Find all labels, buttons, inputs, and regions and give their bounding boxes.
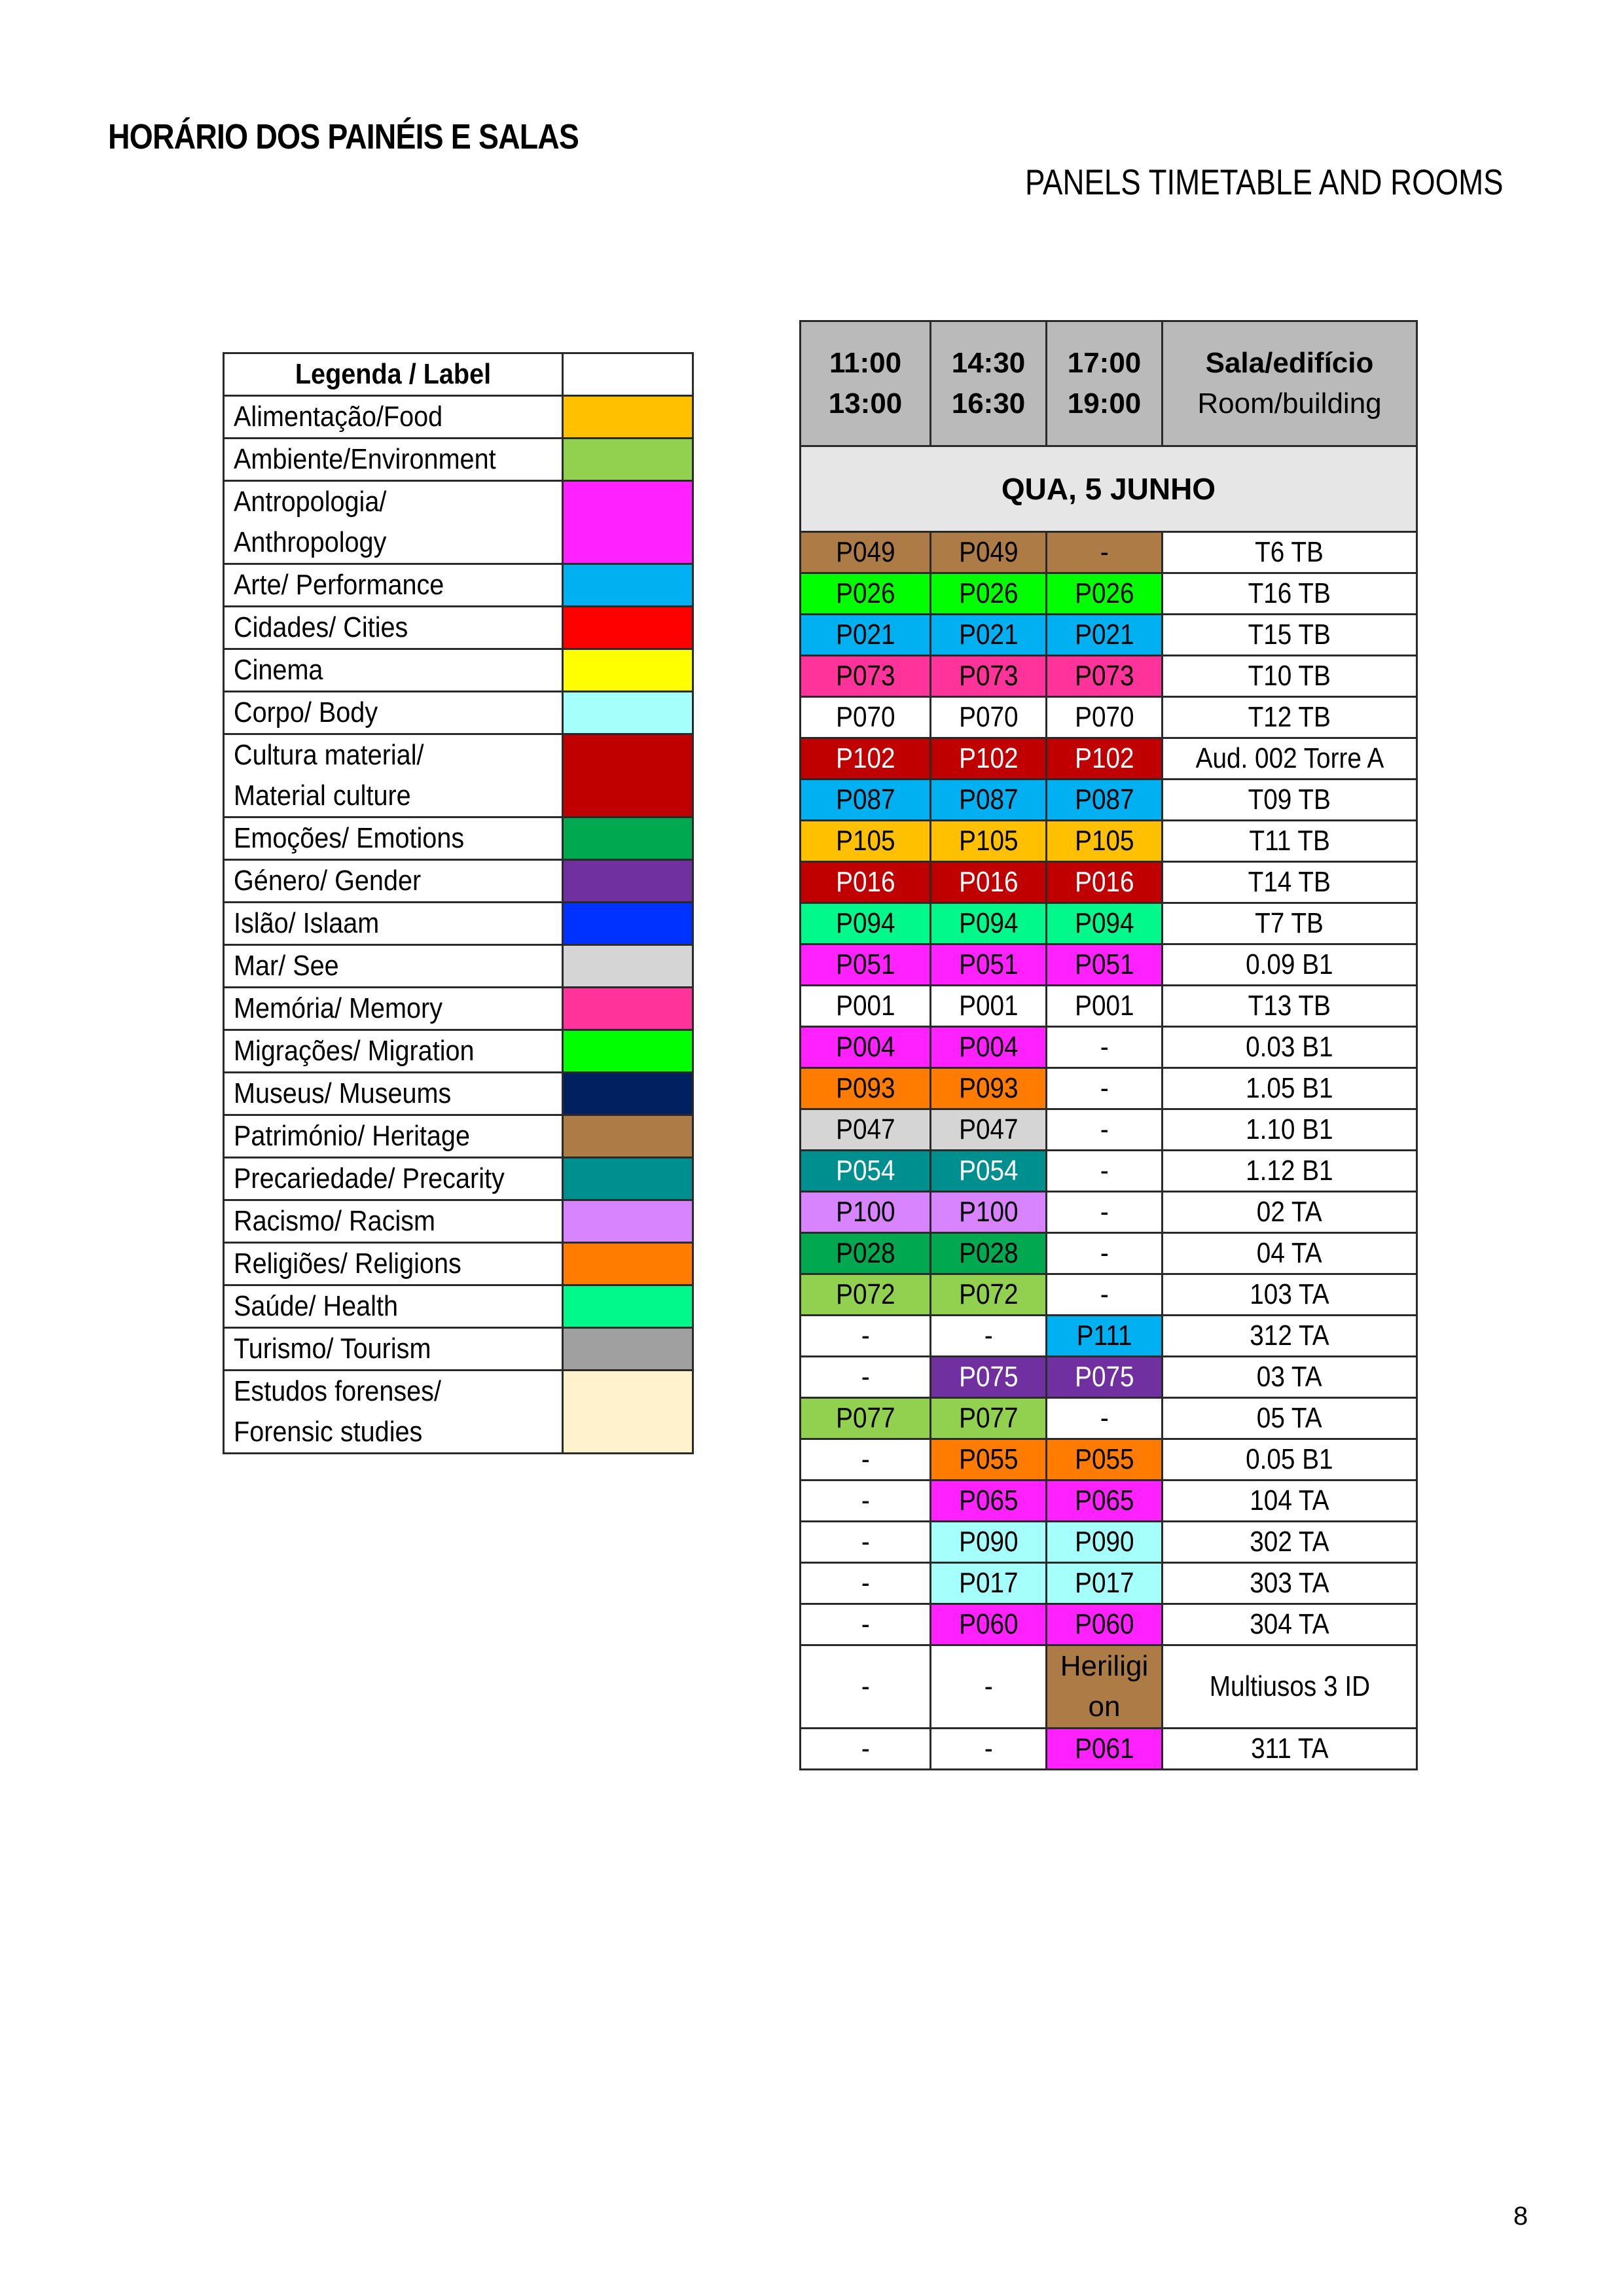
schedule-row — [801, 697, 1417, 738]
schedule-table — [799, 320, 1418, 1770]
legend-label: Precariedade/ Precarity — [224, 1158, 563, 1200]
legend-heading-swatch — [563, 353, 693, 396]
schedule-row — [801, 1316, 1417, 1357]
panel-slot-1: P070 — [801, 697, 931, 738]
panel-slot-3: P065 — [1047, 1480, 1163, 1522]
panel-slot-3: P094 — [1047, 903, 1163, 944]
room-cell: T13 TB — [1163, 986, 1417, 1027]
legend-row — [224, 988, 693, 1030]
schedule-row — [801, 1398, 1417, 1439]
room-cell: 1.05 B1 — [1163, 1068, 1417, 1109]
panel-slot-2: P047 — [931, 1109, 1047, 1151]
room-cell: T7 TB — [1163, 903, 1417, 944]
legend-color-swatch — [563, 439, 693, 481]
panel-slot-1: - — [801, 1729, 931, 1770]
panel-slot-1: P054 — [801, 1151, 931, 1192]
legend-row — [224, 1115, 693, 1158]
legend-row — [224, 945, 693, 988]
panel-slot-2: P093 — [931, 1068, 1047, 1109]
legend-label: Museus/ Museums — [224, 1073, 563, 1115]
room-cell: T16 TB — [1163, 573, 1417, 615]
panel-slot-1: P105 — [801, 821, 931, 862]
legend-label: Racismo/ Racism — [224, 1200, 563, 1243]
legend-color-swatch — [563, 817, 693, 860]
room-cell: 304 TA — [1163, 1604, 1417, 1645]
panel-slot-3: P021 — [1047, 615, 1163, 656]
legend-row — [224, 1200, 693, 1243]
panel-slot-1: P028 — [801, 1233, 931, 1274]
panel-slot-3: P016 — [1047, 862, 1163, 903]
legend-color-swatch — [563, 1285, 693, 1328]
panel-slot-1: P093 — [801, 1068, 931, 1109]
schedule-row — [801, 1274, 1417, 1316]
panel-slot-2: - — [931, 1645, 1047, 1729]
panel-slot-2: P094 — [931, 903, 1047, 944]
legend-label: Religiões/ Religions — [224, 1243, 563, 1285]
column-header-slot-2: 14:30 16:30 — [931, 321, 1047, 446]
panel-slot-3: - — [1047, 532, 1163, 573]
legend-label: Corpo/ Body — [224, 692, 563, 734]
panel-slot-2: P090 — [931, 1522, 1047, 1563]
panel-slot-1: P021 — [801, 615, 931, 656]
room-cell: 04 TA — [1163, 1233, 1417, 1274]
room-cell: 303 TA — [1163, 1563, 1417, 1604]
legend-row — [224, 692, 693, 734]
schedule-row — [801, 986, 1417, 1027]
legend-table — [223, 352, 694, 1454]
panel-slot-2: P060 — [931, 1604, 1047, 1645]
legend-color-swatch — [563, 1115, 693, 1158]
legend-label: Migrações/ Migration — [224, 1030, 563, 1073]
schedule-row — [801, 1233, 1417, 1274]
room-cell: 104 TA — [1163, 1480, 1417, 1522]
panel-slot-2: P073 — [931, 656, 1047, 697]
panel-slot-2: P075 — [931, 1357, 1047, 1398]
legend-color-swatch — [563, 903, 693, 945]
legend-heading: Legenda / Label — [224, 353, 563, 396]
legend-color-swatch — [563, 945, 693, 988]
panel-slot-3: P102 — [1047, 738, 1163, 780]
panel-slot-1: - — [801, 1604, 931, 1645]
room-cell: T10 TB — [1163, 656, 1417, 697]
legend-row — [224, 817, 693, 860]
room-cell: T11 TB — [1163, 821, 1417, 862]
page-subtitle: PANELS TIMETABLE AND ROOMS — [1025, 162, 1504, 202]
legend-row — [224, 396, 693, 439]
panel-slot-1: P073 — [801, 656, 931, 697]
legend-row — [224, 607, 693, 649]
panel-slot-2: P105 — [931, 821, 1047, 862]
panel-slot-2: P016 — [931, 862, 1047, 903]
legend-label: Memória/ Memory — [224, 988, 563, 1030]
legend-color-swatch — [563, 1030, 693, 1073]
legend-color-swatch — [563, 396, 693, 439]
schedule-row — [801, 1027, 1417, 1068]
panel-slot-1: - — [801, 1439, 931, 1480]
panel-slot-2: P001 — [931, 986, 1047, 1027]
panel-slot-1: P001 — [801, 986, 931, 1027]
panel-slot-3: - — [1047, 1151, 1163, 1192]
panel-slot-3: P061 — [1047, 1729, 1163, 1770]
legend-row — [224, 1073, 693, 1115]
panel-slot-1: P026 — [801, 573, 931, 615]
legend-label: Estudos forenses/ Forensic studies — [224, 1371, 563, 1454]
legend-row — [224, 564, 693, 607]
legend-row — [224, 649, 693, 692]
panel-slot-2: P051 — [931, 944, 1047, 986]
day-row — [801, 446, 1417, 532]
panel-slot-1: P094 — [801, 903, 931, 944]
schedule-row — [801, 862, 1417, 903]
legend-color-swatch — [563, 481, 693, 564]
legend-row — [224, 1328, 693, 1371]
schedule-row — [801, 656, 1417, 697]
panel-slot-2: P026 — [931, 573, 1047, 615]
page-number: 8 — [1513, 2202, 1528, 2231]
panel-slot-1: P072 — [801, 1274, 931, 1316]
panel-slot-3: P051 — [1047, 944, 1163, 986]
legend-label: Género/ Gender — [224, 860, 563, 903]
panel-slot-1: P051 — [801, 944, 931, 986]
legend-row — [224, 734, 693, 817]
column-header-room: Sala/edifício Room/building — [1163, 321, 1417, 446]
schedule-row — [801, 1109, 1417, 1151]
room-cell: 311 TA — [1163, 1729, 1417, 1770]
legend-color-swatch — [563, 988, 693, 1030]
panel-slot-3: - — [1047, 1192, 1163, 1233]
panel-slot-2: P049 — [931, 532, 1047, 573]
panel-slot-3: P026 — [1047, 573, 1163, 615]
panel-slot-1: P102 — [801, 738, 931, 780]
legend-label: Saúde/ Health — [224, 1285, 563, 1328]
panel-slot-1: P100 — [801, 1192, 931, 1233]
legend-label: Cidades/ Cities — [224, 607, 563, 649]
room-cell: 103 TA — [1163, 1274, 1417, 1316]
schedule-row — [801, 944, 1417, 986]
room-cell: 312 TA — [1163, 1316, 1417, 1357]
panel-slot-1: P077 — [801, 1398, 931, 1439]
schedule-row — [801, 780, 1417, 821]
panel-slot-3: - — [1047, 1233, 1163, 1274]
panel-slot-3: Heriligi on — [1047, 1645, 1163, 1729]
legend-label: Mar/ See — [224, 945, 563, 988]
legend-color-swatch — [563, 1328, 693, 1371]
panel-slot-3: P001 — [1047, 986, 1163, 1027]
schedule-row — [801, 1357, 1417, 1398]
schedule-row — [801, 903, 1417, 944]
panel-slot-1: P004 — [801, 1027, 931, 1068]
schedule-row — [801, 1604, 1417, 1645]
legend-row — [224, 439, 693, 481]
panel-slot-2: P102 — [931, 738, 1047, 780]
room-cell: T6 TB — [1163, 532, 1417, 573]
panel-slot-3: P055 — [1047, 1439, 1163, 1480]
room-cell: 0.09 B1 — [1163, 944, 1417, 986]
panel-slot-3: P087 — [1047, 780, 1163, 821]
legend-row — [224, 481, 693, 564]
panel-slot-3: P073 — [1047, 656, 1163, 697]
legend-color-swatch — [563, 1200, 693, 1243]
panel-slot-3: - — [1047, 1398, 1163, 1439]
schedule-row — [801, 1439, 1417, 1480]
panel-slot-2: P028 — [931, 1233, 1047, 1274]
schedule-row — [801, 1645, 1417, 1729]
legend-row — [224, 860, 693, 903]
panel-slot-3: P105 — [1047, 821, 1163, 862]
schedule-row — [801, 573, 1417, 615]
legend-color-swatch — [563, 564, 693, 607]
schedule-row — [801, 821, 1417, 862]
legend-label: Antropologia/ Anthropology — [224, 481, 563, 564]
panel-slot-1: P087 — [801, 780, 931, 821]
legend-row — [224, 1285, 693, 1328]
room-cell: 1.10 B1 — [1163, 1109, 1417, 1151]
panel-slot-1: - — [801, 1480, 931, 1522]
schedule-row — [801, 1563, 1417, 1604]
panel-slot-2: P017 — [931, 1563, 1047, 1604]
room-cell: Aud. 002 Torre A — [1163, 738, 1417, 780]
panel-slot-2: P055 — [931, 1439, 1047, 1480]
day-label: QUA, 5 JUNHO — [801, 446, 1417, 532]
legend-label: Património/ Heritage — [224, 1115, 563, 1158]
panel-slot-3: - — [1047, 1068, 1163, 1109]
legend-color-swatch — [563, 607, 693, 649]
panel-slot-3: P070 — [1047, 697, 1163, 738]
panel-slot-2: P100 — [931, 1192, 1047, 1233]
legend-label: Ambiente/Environment — [224, 439, 563, 481]
room-cell: T14 TB — [1163, 862, 1417, 903]
panel-slot-3: - — [1047, 1109, 1163, 1151]
legend-header-row — [224, 353, 693, 396]
panel-slot-3: P060 — [1047, 1604, 1163, 1645]
legend-row — [224, 1030, 693, 1073]
panel-slot-2: P004 — [931, 1027, 1047, 1068]
panel-slot-2: P065 — [931, 1480, 1047, 1522]
panel-slot-1: - — [801, 1563, 931, 1604]
room-cell: 0.05 B1 — [1163, 1439, 1417, 1480]
panel-slot-2: - — [931, 1316, 1047, 1357]
panel-slot-3: P075 — [1047, 1357, 1163, 1398]
column-header-slot-1: 11:00 13:00 — [801, 321, 931, 446]
panel-slot-1: P016 — [801, 862, 931, 903]
schedule-row — [801, 738, 1417, 780]
legend-label: Cinema — [224, 649, 563, 692]
room-cell: T12 TB — [1163, 697, 1417, 738]
schedule-row — [801, 1729, 1417, 1770]
schedule-row — [801, 1151, 1417, 1192]
legend-row — [224, 1371, 693, 1454]
room-cell: 1.12 B1 — [1163, 1151, 1417, 1192]
legend-label: Cultura material/ Material culture — [224, 734, 563, 817]
room-cell: 05 TA — [1163, 1398, 1417, 1439]
legend-color-swatch — [563, 1371, 693, 1454]
schedule-row — [801, 1192, 1417, 1233]
panel-slot-2: P072 — [931, 1274, 1047, 1316]
column-header-slot-3: 17:00 19:00 — [1047, 321, 1163, 446]
schedule-row — [801, 532, 1417, 573]
room-cell: 302 TA — [1163, 1522, 1417, 1563]
panel-slot-2: P070 — [931, 697, 1047, 738]
schedule-row — [801, 1068, 1417, 1109]
legend-label: Alimentação/Food — [224, 396, 563, 439]
panel-slot-3: P017 — [1047, 1563, 1163, 1604]
legend-color-swatch — [563, 734, 693, 817]
panel-slot-3: P111 — [1047, 1316, 1163, 1357]
panel-slot-3: - — [1047, 1274, 1163, 1316]
legend-color-swatch — [563, 649, 693, 692]
room-cell: T15 TB — [1163, 615, 1417, 656]
panel-slot-1: - — [801, 1522, 931, 1563]
legend-row — [224, 1243, 693, 1285]
panel-slot-3: - — [1047, 1027, 1163, 1068]
panel-slot-2: P054 — [931, 1151, 1047, 1192]
schedule-row — [801, 615, 1417, 656]
room-cell: T09 TB — [1163, 780, 1417, 821]
panel-slot-2: - — [931, 1729, 1047, 1770]
legend-color-swatch — [563, 860, 693, 903]
panel-slot-1: P047 — [801, 1109, 931, 1151]
legend-color-swatch — [563, 1243, 693, 1285]
schedule-header-row — [801, 321, 1417, 446]
room-cell: 0.03 B1 — [1163, 1027, 1417, 1068]
room-cell: Multiusos 3 ID — [1163, 1645, 1417, 1729]
legend-row — [224, 903, 693, 945]
panel-slot-1: - — [801, 1357, 931, 1398]
legend-color-swatch — [563, 1158, 693, 1200]
legend-label: Islão/ Islaam — [224, 903, 563, 945]
legend-row — [224, 1158, 693, 1200]
room-cell: 03 TA — [1163, 1357, 1417, 1398]
page-title: HORÁRIO DOS PAINÉIS E SALAS — [108, 117, 579, 156]
panel-slot-2: P077 — [931, 1398, 1047, 1439]
panel-slot-1: - — [801, 1645, 931, 1729]
legend-color-swatch — [563, 1073, 693, 1115]
panel-slot-3: P090 — [1047, 1522, 1163, 1563]
panel-slot-1: P049 — [801, 532, 931, 573]
panel-slot-2: P087 — [931, 780, 1047, 821]
panel-slot-1: - — [801, 1316, 931, 1357]
schedule-row — [801, 1480, 1417, 1522]
legend-color-swatch — [563, 692, 693, 734]
legend-label: Arte/ Performance — [224, 564, 563, 607]
legend-label: Emoções/ Emotions — [224, 817, 563, 860]
legend-label: Turismo/ Tourism — [224, 1328, 563, 1371]
schedule-row — [801, 1522, 1417, 1563]
room-cell: 02 TA — [1163, 1192, 1417, 1233]
panel-slot-2: P021 — [931, 615, 1047, 656]
